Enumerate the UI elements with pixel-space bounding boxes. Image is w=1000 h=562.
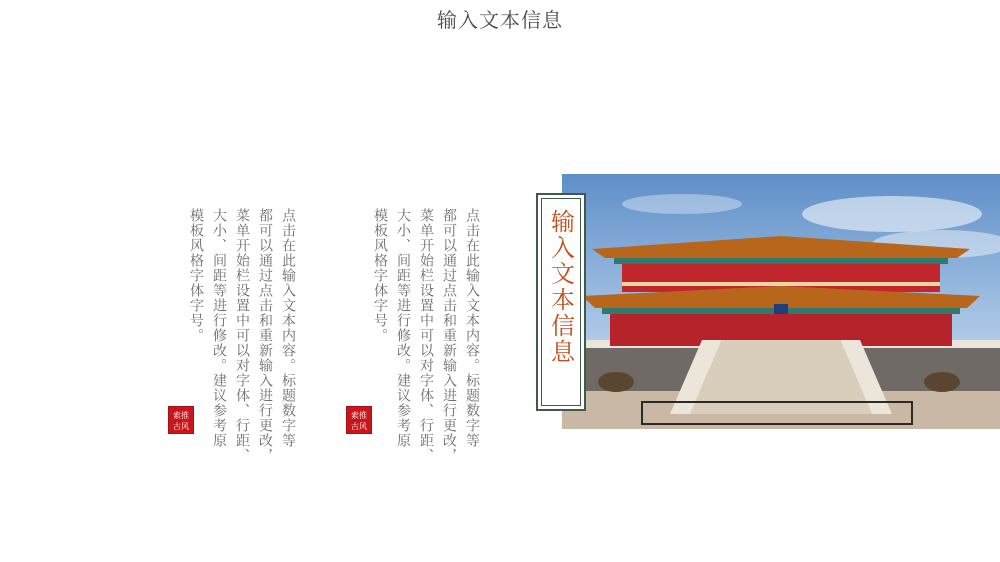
text-line: 都可以通过点击和重新输入进行更改， [257,208,273,463]
text-line: 模板风格字体字号。 [188,208,204,343]
seal-text: 古风 [173,422,189,431]
text-line: 模板风格字体字号。 [372,208,388,343]
text-line: 菜单开始栏设置中可以对字体、行距、 [234,208,250,463]
text-block-right [368,208,483,468]
text-line: 大小、间距等进行修改。建议参考原 [211,208,227,448]
seal-text: 古风 [351,422,367,431]
text-line: 都可以通过点击和重新输入进行更改， [441,208,457,463]
feature-label: 输入文本信息 [546,209,575,365]
seal-stamp-left [168,406,194,434]
seal-text: 索推 [173,411,189,420]
palace-photo [562,174,1000,429]
seal-text: 索推 [351,411,367,420]
page-title: 输入文本信息 [437,8,563,32]
text-line: 点击在此输入文本内容。标题数字等 [280,208,296,448]
text-block-left [184,208,299,468]
text-line: 大小、间距等进行修改。建议参考原 [395,208,411,448]
feature-label-frame [536,193,586,411]
text-line: 菜单开始栏设置中可以对字体、行距、 [418,208,434,463]
seal-stamp-right [346,406,372,434]
text-line: 点击在此输入文本内容。标题数字等 [464,208,480,448]
